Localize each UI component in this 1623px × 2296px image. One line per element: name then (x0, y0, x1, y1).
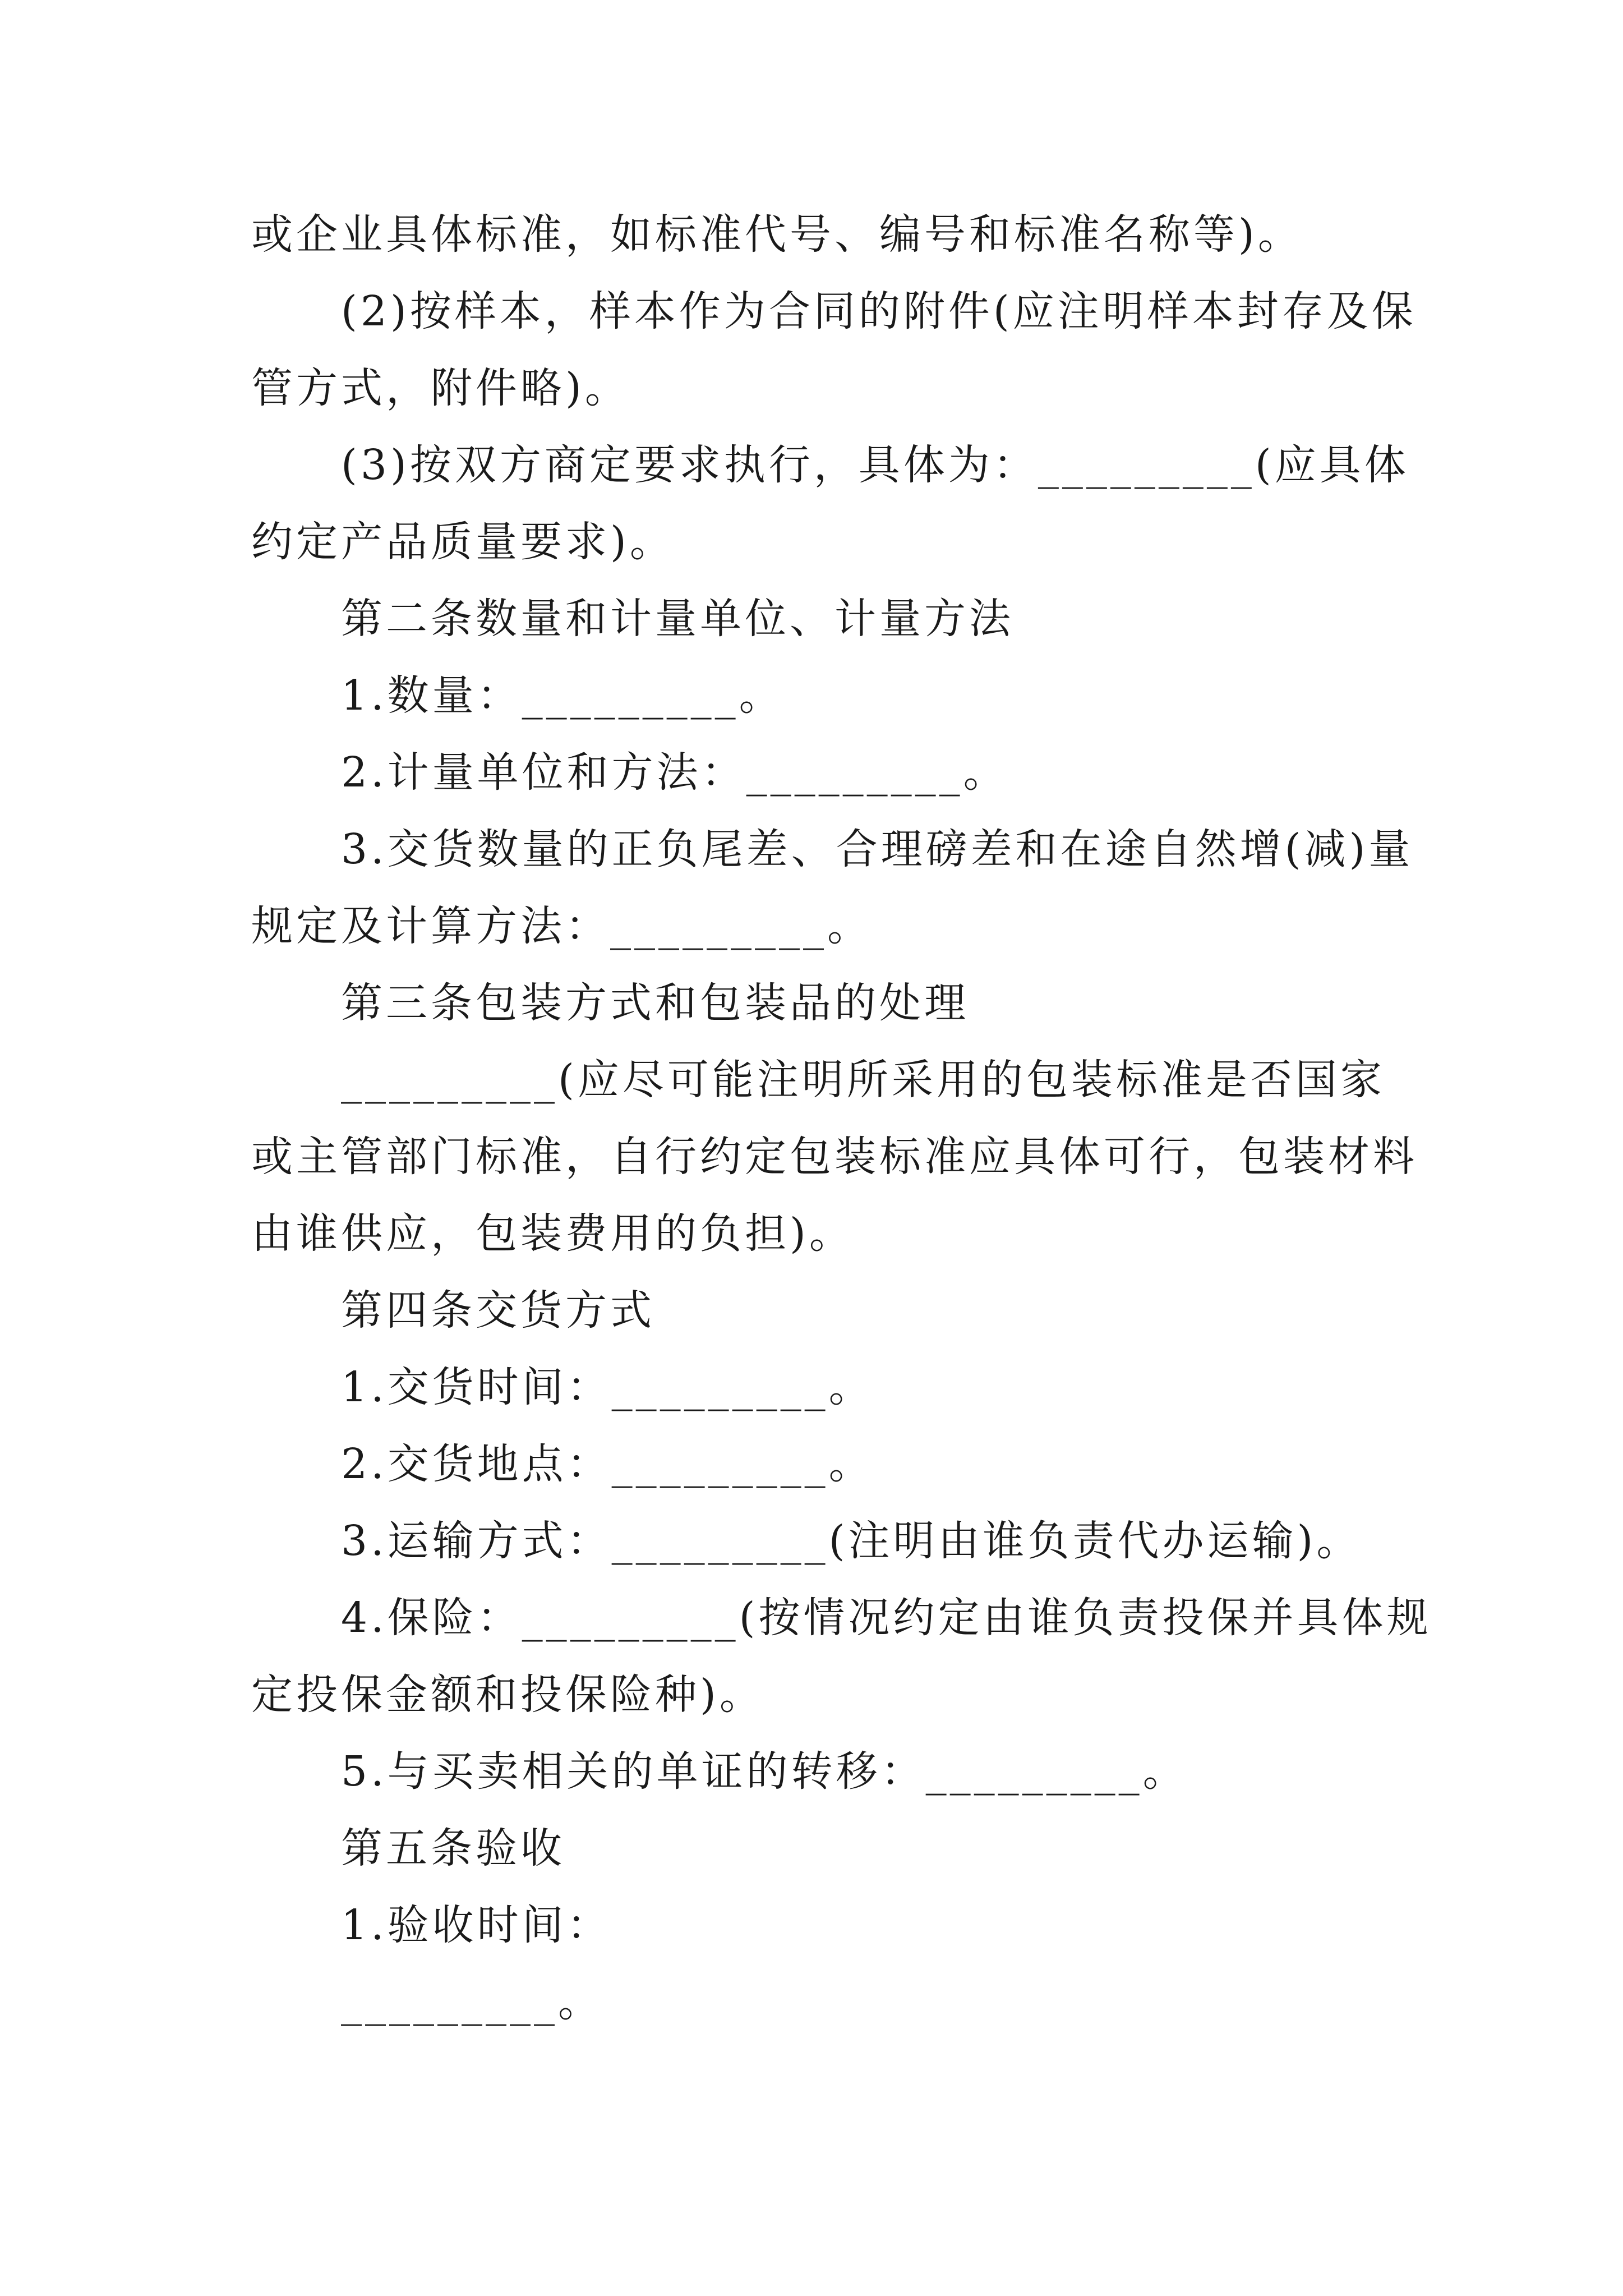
text-line-7: 1.数量：_________。 (341, 671, 784, 720)
document-page (251, 196, 1432, 2041)
text-line-18: 3.运输方式：_________(注明由谁负责代办运输)。 (341, 1517, 1362, 1565)
text-line-13: 或主管部门标准，自行约定包装标准应具体可行，包装材料 (251, 1133, 1418, 1181)
text-line-10: 规定及计算方法：_________。 (251, 902, 872, 950)
section-heading-3: 第三条包装方式和包装品的处理 (341, 979, 969, 1027)
text-line-21: 5.与买卖相关的单证的转移：_________。 (341, 1747, 1188, 1796)
text-line-23: 1.验收时间： (341, 1901, 612, 1949)
text-line-17: 2.交货地点：_________。 (341, 1440, 874, 1488)
text-line-1: 或企业具体标准，如标准代号、编号和标准名称等)。 (251, 210, 1303, 259)
text-line-5: 约定产品质量要求)。 (251, 518, 675, 566)
text-line-19: 4.保险：_________(按情况约定由谁负责投保并具体规 (341, 1594, 1432, 1642)
section-heading-4: 第四条交货方式 (341, 1286, 655, 1335)
section-heading-2: 第二条数量和计量单位、计量方法 (341, 595, 1014, 643)
text-line-3: 管方式，附件略)。 (251, 364, 630, 412)
text-line-14: 由谁供应，包装费用的负担)。 (251, 1209, 854, 1258)
text-line-12: _________(应尽可能注明所采用的包装标准是否国家 (341, 1056, 1385, 1104)
text-line-8: 2.计量单位和方法：_________。 (341, 748, 1008, 797)
text-line-9: 3.交货数量的正负尾差、合理磅差和在途自然增(减)量 (341, 825, 1414, 873)
text-line-24: _________。 (341, 1978, 603, 2026)
section-heading-5: 第五条验收 (341, 1824, 565, 1872)
text-line-4: (3)按双方商定要求执行，具体为：_________(应具体 (341, 441, 1409, 489)
text-line-16: 1.交货时间：_________。 (341, 1363, 874, 1411)
text-line-2: (2)按样本，样本作为合同的附件(应注明样本封存及保 (341, 287, 1417, 335)
text-line-20: 定投保金额和投保险种)。 (251, 1671, 764, 1719)
